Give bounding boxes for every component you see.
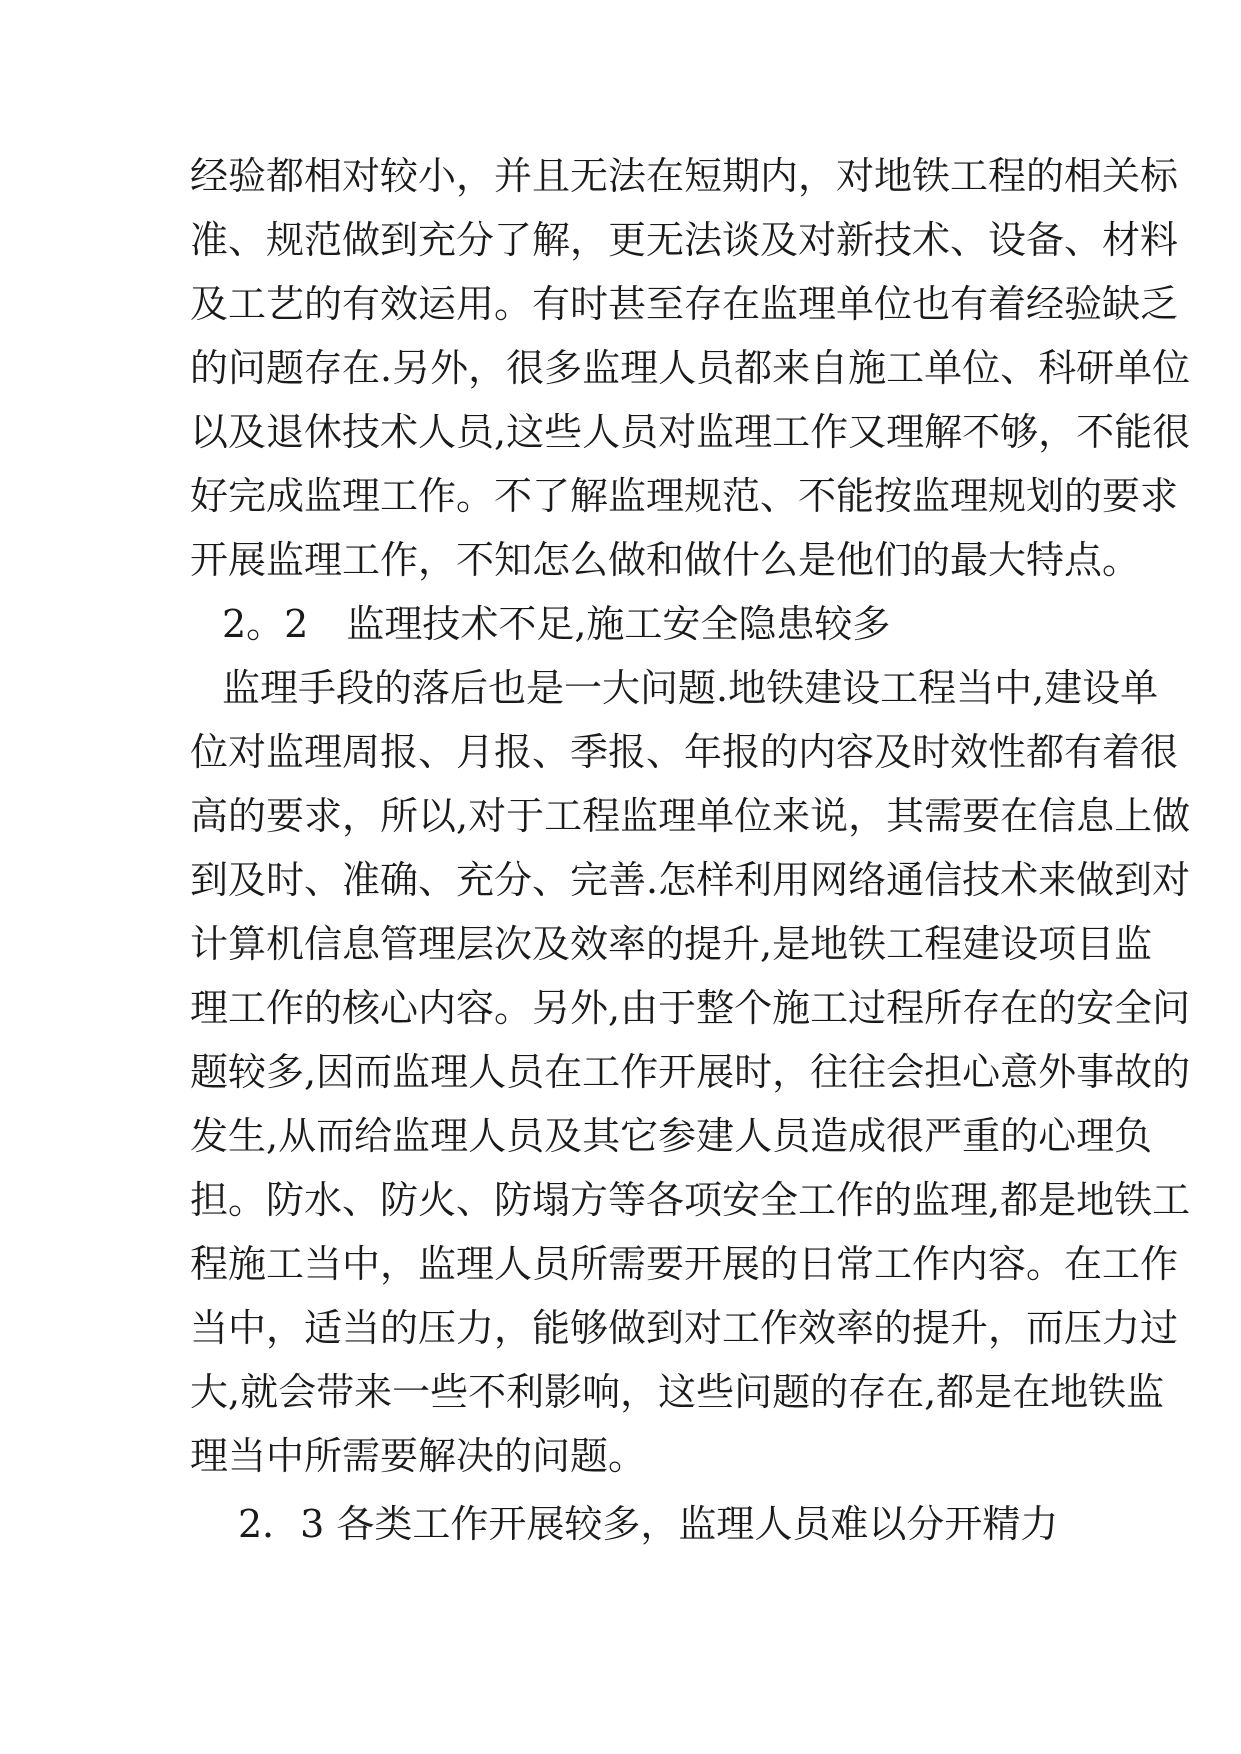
paragraph-2-line-8: 发生,从而给监理人员及其它参建人员造成很严重的心理负 bbox=[190, 1114, 1153, 1158]
paragraph-2-line-1: 监理手段的落后也是一大问题.地铁建设工程当中,建设单 bbox=[222, 666, 1159, 710]
paragraph-2-line-11: 当中，适当的压力，能够做到对工作效率的提升，而压力过 bbox=[190, 1306, 1179, 1350]
paragraph-1-line-4: 的问题存在.另外，很多监理人员都来自施工单位、科研单位 bbox=[190, 346, 1191, 390]
paragraph-2-line-5: 计算机信息管理层次及效率的提升,是地铁工程建设项目监 bbox=[190, 922, 1153, 966]
paragraph-1-line-5: 以及退休技术人员,这些人员对监理工作又理解不够，不能很 bbox=[190, 410, 1191, 454]
paragraph-1-line-2: 准、规范做到充分了解，更无法谈及对新技术、设备、材料 bbox=[190, 218, 1179, 262]
paragraph-1-line-7: 开展监理工作，不知怎么做和做什么是他们的最大特点。 bbox=[190, 538, 1141, 582]
paragraph-2-line-2: 位对监理周报、月报、季报、年报的内容及时效性都有着很 bbox=[190, 730, 1179, 774]
paragraph-2-line-3: 高的要求，所以,对于工程监理单位来说，其需要在信息上做 bbox=[190, 794, 1191, 838]
paragraph-2-line-9: 担。防水、防火、防塌方等各项安全工作的监理,都是地铁工 bbox=[190, 1178, 1191, 1222]
section-heading-2-3: 2．3 各类工作开展较多，监理人员难以分开精力 bbox=[238, 1502, 1059, 1546]
paragraph-1-line-6: 好完成监理工作。不了解监理规范、不能按监理规划的要求 bbox=[190, 474, 1179, 518]
paragraph-1-line-1: 经验都相对较小，并且无法在短期内，对地铁工程的相关标 bbox=[190, 154, 1179, 198]
paragraph-2-line-7: 题较多,因而监理人员在工作开展时，往往会担心意外事故的 bbox=[190, 1050, 1191, 1094]
paragraph-2-line-4: 到及时、准确、充分、完善.怎样利用网络通信技术来做到对 bbox=[190, 858, 1191, 902]
paragraph-2-line-6: 理工作的核心内容。另外,由于整个施工过程所存在的安全问 bbox=[190, 986, 1191, 1030]
paragraph-2-line-13: 理当中所需要解决的问题。 bbox=[190, 1434, 647, 1478]
section-heading-2-2: 2。2 监理技术不足,施工安全隐患较多 bbox=[222, 602, 891, 646]
paragraph-1-line-3: 及工艺的有效运用。有时甚至存在监理单位也有着经验缺乏 bbox=[190, 282, 1179, 326]
paragraph-2-line-10: 程施工当中，监理人员所需要开展的日常工作内容。在工作 bbox=[190, 1242, 1179, 1286]
paragraph-2-line-12: 大,就会带来一些不利影响，这些问题的存在,都是在地铁监 bbox=[190, 1370, 1165, 1414]
